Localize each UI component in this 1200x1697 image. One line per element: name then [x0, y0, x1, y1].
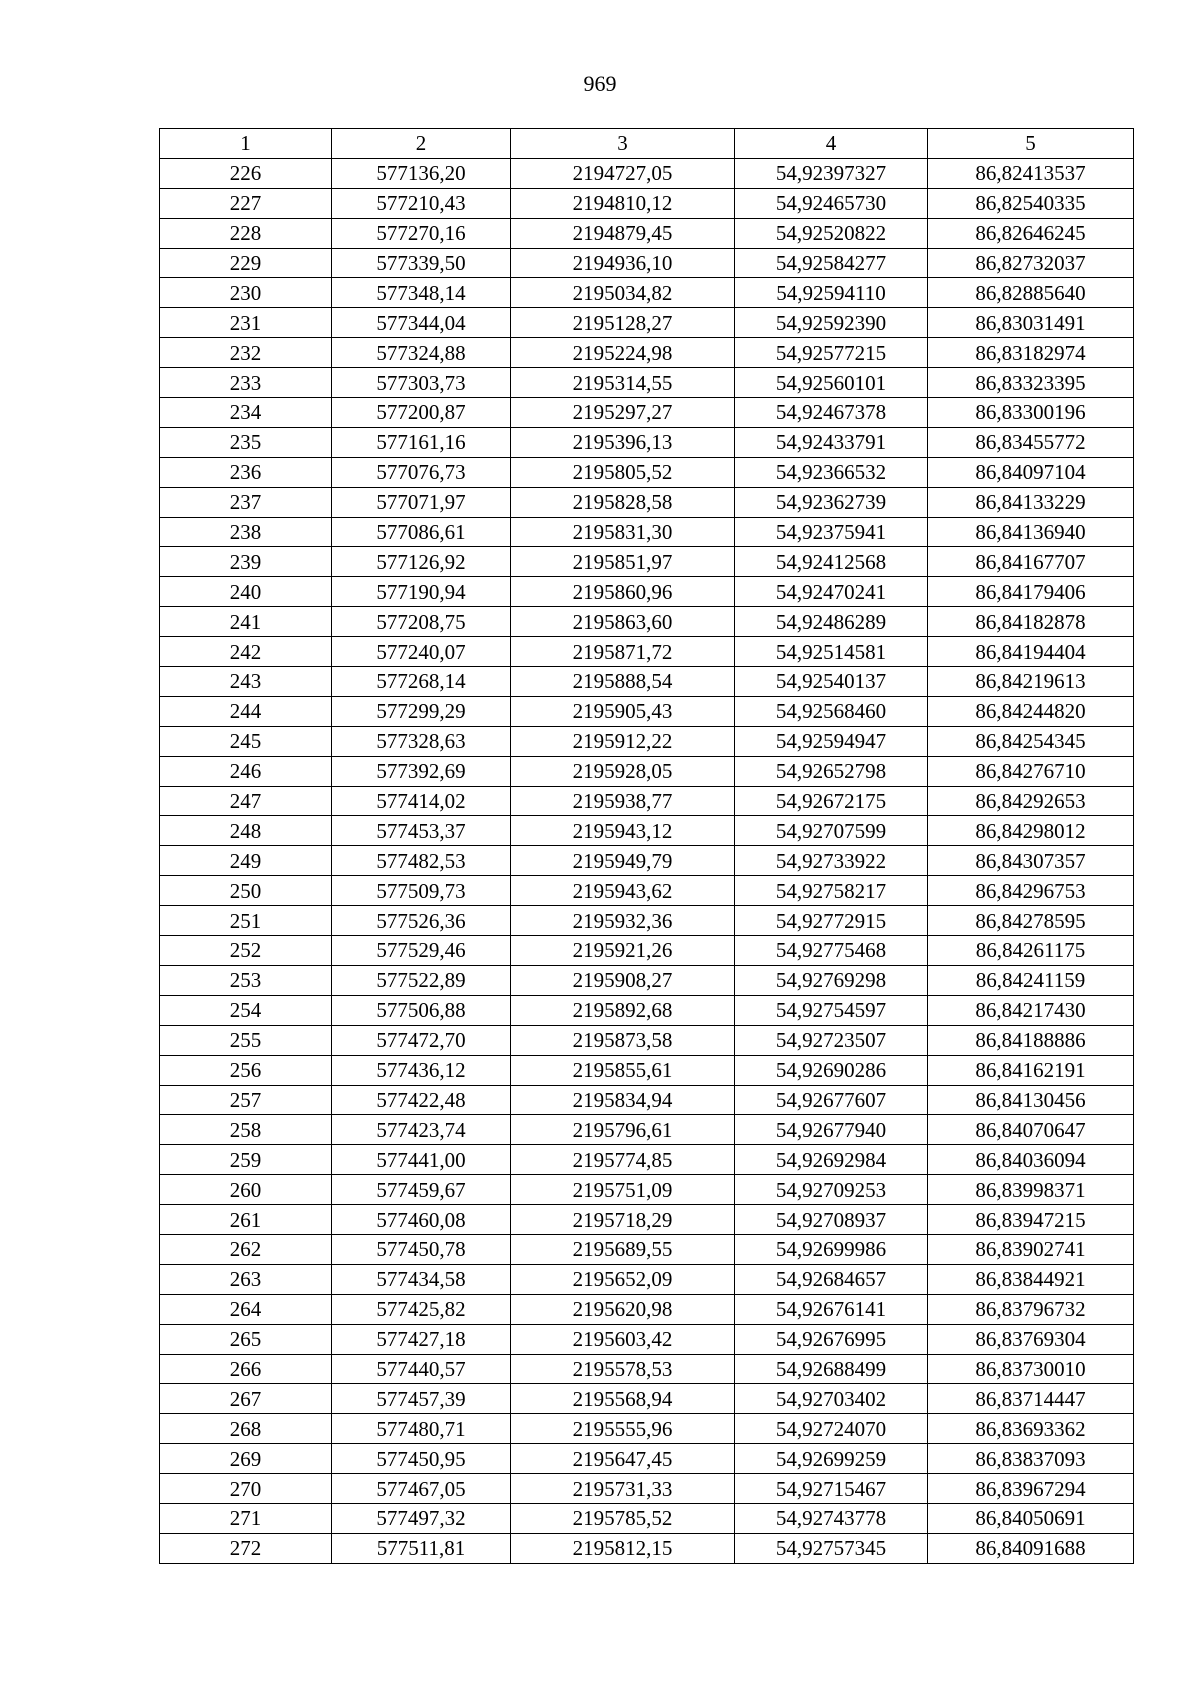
table-row: [160, 1444, 1134, 1474]
table-cell-col-1: 239: [160, 547, 332, 577]
table-row: [160, 816, 1134, 846]
table-row: [160, 965, 1134, 995]
table-cell-col-1: 247: [160, 786, 332, 816]
table-row: [160, 1115, 1134, 1145]
table-cell-col-5: 86,84241159: [928, 965, 1134, 995]
table-cell-col-5: 86,84276710: [928, 756, 1134, 786]
table-cell-col-1: 251: [160, 906, 332, 936]
table-row: [160, 756, 1134, 786]
table-cell-col-2: 577339,50: [332, 248, 511, 278]
table-row: [160, 1205, 1134, 1235]
coordinates-table: [159, 128, 1134, 1564]
table-cell-col-5: 86,84278595: [928, 906, 1134, 936]
table-cell-col-2: 577440,57: [332, 1354, 511, 1384]
table-cell-col-3: 2195689,55: [511, 1234, 735, 1264]
table-cell-col-2: 577522,89: [332, 965, 511, 995]
table-cell-col-2: 577482,53: [332, 846, 511, 876]
table-cell-col-3: 2195912,22: [511, 726, 735, 756]
table-cell-col-5: 86,84194404: [928, 637, 1134, 667]
table-cell-col-3: 2194810,12: [511, 188, 735, 218]
table-cell-col-3: 2195943,12: [511, 816, 735, 846]
table-cell-col-4: 54,92677940: [735, 1115, 928, 1145]
table-cell-col-2: 577348,14: [332, 278, 511, 308]
table-cell-col-4: 54,92652798: [735, 756, 928, 786]
table-cell-col-3: 2195873,58: [511, 1025, 735, 1055]
table-cell-col-4: 54,92560101: [735, 368, 928, 398]
table-cell-col-4: 54,92397327: [735, 158, 928, 188]
table-cell-col-5: 86,83323395: [928, 368, 1134, 398]
table-cell-col-2: 577423,74: [332, 1115, 511, 1145]
table-row: [160, 248, 1134, 278]
table-cell-col-5: 86,83455772: [928, 427, 1134, 457]
table-row: [160, 188, 1134, 218]
table-row: [160, 667, 1134, 697]
table-cell-col-1: 265: [160, 1324, 332, 1354]
table-cell-col-5: 86,84036094: [928, 1145, 1134, 1175]
table-row: [160, 1324, 1134, 1354]
table-row: [160, 1145, 1134, 1175]
table-cell-col-5: 86,83182974: [928, 338, 1134, 368]
table-cell-col-1: 266: [160, 1354, 332, 1384]
table-cell-col-2: 577480,71: [332, 1414, 511, 1444]
table-cell-col-4: 54,92584277: [735, 248, 928, 278]
table-cell-col-3: 2195555,96: [511, 1414, 735, 1444]
table-cell-col-3: 2195928,05: [511, 756, 735, 786]
table-cell-col-5: 86,82732037: [928, 248, 1134, 278]
table-cell-col-2: 577270,16: [332, 218, 511, 248]
table-cell-col-3: 2195751,09: [511, 1175, 735, 1205]
table-cell-col-5: 86,84097104: [928, 457, 1134, 487]
table-cell-col-2: 577136,20: [332, 158, 511, 188]
table-cell-col-1: 252: [160, 936, 332, 966]
table-cell-col-5: 86,84136940: [928, 517, 1134, 547]
table-cell-col-5: 86,83902741: [928, 1234, 1134, 1264]
table-cell-col-5: 86,84219613: [928, 667, 1134, 697]
table-cell-col-2: 577441,00: [332, 1145, 511, 1175]
table-cell-col-4: 54,92375941: [735, 517, 928, 547]
table-cell-col-4: 54,92688499: [735, 1354, 928, 1384]
table-cell-col-2: 577511,81: [332, 1533, 511, 1563]
table-cell-col-3: 2194936,10: [511, 248, 735, 278]
table-cell-col-3: 2195892,68: [511, 995, 735, 1025]
table-cell-col-5: 86,83714447: [928, 1384, 1134, 1414]
table-cell-col-4: 54,92676995: [735, 1324, 928, 1354]
table-row: [160, 1264, 1134, 1294]
table-cell-col-1: 261: [160, 1205, 332, 1235]
table-cell-col-4: 54,92715467: [735, 1474, 928, 1504]
table-row: [160, 457, 1134, 487]
table-cell-col-2: 577126,92: [332, 547, 511, 577]
table-cell-col-1: 230: [160, 278, 332, 308]
table-cell-col-5: 86,83796732: [928, 1294, 1134, 1324]
table-cell-col-5: 86,82413537: [928, 158, 1134, 188]
table-cell-col-1: 234: [160, 398, 332, 428]
table-cell-col-5: 86,83998371: [928, 1175, 1134, 1205]
table-cell-col-3: 2195224,98: [511, 338, 735, 368]
table-cell-col-3: 2195805,52: [511, 457, 735, 487]
table-cell-col-1: 229: [160, 248, 332, 278]
table-cell-col-2: 577509,73: [332, 876, 511, 906]
table-cell-col-1: 253: [160, 965, 332, 995]
table-cell-col-1: 248: [160, 816, 332, 846]
column-header-2: 2: [332, 129, 511, 159]
table-cell-col-4: 54,92433791: [735, 427, 928, 457]
column-header-4: 4: [735, 129, 928, 159]
table-cell-col-1: 240: [160, 577, 332, 607]
table-cell-col-1: 244: [160, 696, 332, 726]
table-cell-col-3: 2195831,30: [511, 517, 735, 547]
table-cell-col-2: 577467,05: [332, 1474, 511, 1504]
table-cell-col-5: 86,83769304: [928, 1324, 1134, 1354]
table-cell-col-3: 2195860,96: [511, 577, 735, 607]
table-cell-col-1: 243: [160, 667, 332, 697]
table-cell-col-2: 577328,63: [332, 726, 511, 756]
table-cell-col-1: 269: [160, 1444, 332, 1474]
table-cell-col-1: 249: [160, 846, 332, 876]
table-cell-col-2: 577210,43: [332, 188, 511, 218]
table-row: [160, 1055, 1134, 1085]
table-cell-col-4: 54,92470241: [735, 577, 928, 607]
table-cell-col-3: 2194727,05: [511, 158, 735, 188]
table-row: [160, 1234, 1134, 1264]
table-cell-col-1: 257: [160, 1085, 332, 1115]
table-cell-col-3: 2194879,45: [511, 218, 735, 248]
table-row: [160, 308, 1134, 338]
table-cell-col-2: 577324,88: [332, 338, 511, 368]
table-row: [160, 338, 1134, 368]
table-cell-col-2: 577303,73: [332, 368, 511, 398]
header-row: [160, 129, 1134, 159]
table-cell-col-1: 271: [160, 1503, 332, 1533]
table-cell-col-2: 577450,78: [332, 1234, 511, 1264]
table-cell-col-2: 577427,18: [332, 1324, 511, 1354]
table-cell-col-1: 267: [160, 1384, 332, 1414]
table-row: [160, 517, 1134, 547]
table-row: [160, 1503, 1134, 1533]
table-cell-col-5: 86,84188886: [928, 1025, 1134, 1055]
table-cell-col-2: 577161,16: [332, 427, 511, 457]
table-cell-col-2: 577076,73: [332, 457, 511, 487]
table-cell-col-4: 54,92684657: [735, 1264, 928, 1294]
table-row: [160, 158, 1134, 188]
table-cell-col-4: 54,92703402: [735, 1384, 928, 1414]
table-cell-col-4: 54,92514581: [735, 637, 928, 667]
table-cell-col-5: 86,84307357: [928, 846, 1134, 876]
table-cell-col-5: 86,84167707: [928, 547, 1134, 577]
table-row: [160, 936, 1134, 966]
table-cell-col-5: 86,83031491: [928, 308, 1134, 338]
table-cell-col-3: 2195851,97: [511, 547, 735, 577]
table-cell-col-4: 54,92568460: [735, 696, 928, 726]
table-cell-col-5: 86,84070647: [928, 1115, 1134, 1145]
table-cell-col-3: 2195314,55: [511, 368, 735, 398]
table-cell-col-1: 241: [160, 607, 332, 637]
table-row: [160, 696, 1134, 726]
table-cell-col-5: 86,84133229: [928, 487, 1134, 517]
table-cell-col-2: 577497,32: [332, 1503, 511, 1533]
table-row: [160, 1533, 1134, 1563]
table-cell-col-1: 262: [160, 1234, 332, 1264]
table-cell-col-5: 86,83837093: [928, 1444, 1134, 1474]
table-cell-col-5: 86,84244820: [928, 696, 1134, 726]
table-cell-col-1: 232: [160, 338, 332, 368]
table-cell-col-3: 2195905,43: [511, 696, 735, 726]
table-cell-col-5: 86,84261175: [928, 936, 1134, 966]
table-cell-col-4: 54,92677607: [735, 1085, 928, 1115]
table-cell-col-4: 54,92723507: [735, 1025, 928, 1055]
table-cell-col-2: 577460,08: [332, 1205, 511, 1235]
table-cell-col-2: 577436,12: [332, 1055, 511, 1085]
table-cell-col-4: 54,92540137: [735, 667, 928, 697]
table-row: [160, 368, 1134, 398]
table-cell-col-4: 54,92699986: [735, 1234, 928, 1264]
table-cell-col-2: 577392,69: [332, 756, 511, 786]
table-row: [160, 1474, 1134, 1504]
table-cell-col-3: 2195603,42: [511, 1324, 735, 1354]
table-cell-col-4: 54,92594110: [735, 278, 928, 308]
table-cell-col-3: 2195297,27: [511, 398, 735, 428]
table-cell-col-3: 2195718,29: [511, 1205, 735, 1235]
table-row: [160, 1085, 1134, 1115]
table-cell-col-4: 54,92758217: [735, 876, 928, 906]
table-cell-col-1: 227: [160, 188, 332, 218]
table-cell-col-5: 86,84091688: [928, 1533, 1134, 1563]
table-body: [160, 158, 1134, 1563]
column-header-1: 1: [160, 129, 332, 159]
table-row: [160, 846, 1134, 876]
table-cell-col-4: 54,92775468: [735, 936, 928, 966]
table-cell-col-3: 2195932,36: [511, 906, 735, 936]
table-cell-col-3: 2195034,82: [511, 278, 735, 308]
table-cell-col-1: 245: [160, 726, 332, 756]
table-cell-col-4: 54,92676141: [735, 1294, 928, 1324]
table-row: [160, 1175, 1134, 1205]
table-row: [160, 995, 1134, 1025]
table-cell-col-5: 86,82540335: [928, 188, 1134, 218]
table-row: [160, 726, 1134, 756]
table-cell-col-5: 86,83693362: [928, 1414, 1134, 1444]
table-row: [160, 876, 1134, 906]
table-cell-col-5: 86,82885640: [928, 278, 1134, 308]
table-cell-col-3: 2195620,98: [511, 1294, 735, 1324]
table-cell-col-3: 2195888,54: [511, 667, 735, 697]
table-cell-col-1: 250: [160, 876, 332, 906]
table-cell-col-4: 54,92465730: [735, 188, 928, 218]
table-cell-col-1: 237: [160, 487, 332, 517]
table-cell-col-2: 577529,46: [332, 936, 511, 966]
table-cell-col-2: 577240,07: [332, 637, 511, 667]
table-cell-col-1: 255: [160, 1025, 332, 1055]
table-cell-col-1: 242: [160, 637, 332, 667]
table-cell-col-4: 54,92769298: [735, 965, 928, 995]
table-cell-col-3: 2195938,77: [511, 786, 735, 816]
table-cell-col-4: 54,92772915: [735, 906, 928, 936]
table-cell-col-5: 86,84292653: [928, 786, 1134, 816]
table-cell-col-2: 577422,48: [332, 1085, 511, 1115]
table-row: [160, 637, 1134, 667]
table-cell-col-2: 577268,14: [332, 667, 511, 697]
table-cell-col-4: 54,92412568: [735, 547, 928, 577]
table-cell-col-5: 86,84130456: [928, 1085, 1134, 1115]
table-cell-col-5: 86,84298012: [928, 816, 1134, 846]
table-row: [160, 547, 1134, 577]
table-cell-col-2: 577457,39: [332, 1384, 511, 1414]
table-cell-col-2: 577299,29: [332, 696, 511, 726]
table-cell-col-3: 2195863,60: [511, 607, 735, 637]
table-cell-col-1: 236: [160, 457, 332, 487]
table-cell-col-3: 2195774,85: [511, 1145, 735, 1175]
table-cell-col-2: 577453,37: [332, 816, 511, 846]
table-cell-col-2: 577450,95: [332, 1444, 511, 1474]
table-cell-col-4: 54,92754597: [735, 995, 928, 1025]
table-cell-col-1: 231: [160, 308, 332, 338]
table-cell-col-3: 2195921,26: [511, 936, 735, 966]
table-cell-col-4: 54,92520822: [735, 218, 928, 248]
table-row: [160, 487, 1134, 517]
table-cell-col-2: 577208,75: [332, 607, 511, 637]
table-cell-col-3: 2195652,09: [511, 1264, 735, 1294]
table-cell-col-2: 577526,36: [332, 906, 511, 936]
table-cell-col-3: 2195578,53: [511, 1354, 735, 1384]
table-row: [160, 577, 1134, 607]
table-cell-col-5: 86,83967294: [928, 1474, 1134, 1504]
table-cell-col-3: 2195812,15: [511, 1533, 735, 1563]
table-cell-col-4: 54,92724070: [735, 1414, 928, 1444]
table-cell-col-4: 54,92672175: [735, 786, 928, 816]
table-cell-col-4: 54,92366532: [735, 457, 928, 487]
table-cell-col-4: 54,92733922: [735, 846, 928, 876]
table-cell-col-3: 2195834,94: [511, 1085, 735, 1115]
table-cell-col-4: 54,92707599: [735, 816, 928, 846]
table-cell-col-2: 577425,82: [332, 1294, 511, 1324]
table-cell-col-1: 246: [160, 756, 332, 786]
table-cell-col-1: 238: [160, 517, 332, 547]
table-cell-col-3: 2195568,94: [511, 1384, 735, 1414]
column-header-3: 3: [511, 129, 735, 159]
table-cell-col-4: 54,92467378: [735, 398, 928, 428]
table-cell-col-4: 54,92594947: [735, 726, 928, 756]
table-cell-col-5: 86,82646245: [928, 218, 1134, 248]
table-cell-col-3: 2195396,13: [511, 427, 735, 457]
table-cell-col-2: 577472,70: [332, 1025, 511, 1055]
table-cell-col-4: 54,92486289: [735, 607, 928, 637]
table-cell-col-3: 2195855,61: [511, 1055, 735, 1085]
table-row: [160, 786, 1134, 816]
table-cell-col-3: 2195908,27: [511, 965, 735, 995]
table-cell-col-3: 2195647,45: [511, 1444, 735, 1474]
table-cell-col-3: 2195796,61: [511, 1115, 735, 1145]
table-cell-col-5: 86,83730010: [928, 1354, 1134, 1384]
column-header-5: 5: [928, 129, 1134, 159]
table-cell-col-1: 226: [160, 158, 332, 188]
table-cell-col-1: 260: [160, 1175, 332, 1205]
table-cell-col-1: 228: [160, 218, 332, 248]
table-row: [160, 1384, 1134, 1414]
table-row: [160, 607, 1134, 637]
table-row: [160, 1354, 1134, 1384]
table-row: [160, 906, 1134, 936]
table-cell-col-5: 86,84296753: [928, 876, 1134, 906]
table-cell-col-3: 2195943,62: [511, 876, 735, 906]
table-cell-col-4: 54,92692984: [735, 1145, 928, 1175]
table-cell-col-2: 577190,94: [332, 577, 511, 607]
table-row: [160, 278, 1134, 308]
table-row: [160, 1025, 1134, 1055]
table-cell-col-5: 86,84182878: [928, 607, 1134, 637]
table-cell-col-2: 577344,04: [332, 308, 511, 338]
table-cell-col-4: 54,92690286: [735, 1055, 928, 1085]
table-cell-col-1: 235: [160, 427, 332, 457]
table-cell-col-1: 259: [160, 1145, 332, 1175]
page-number: 969: [583, 71, 617, 96]
table-cell-col-2: 577414,02: [332, 786, 511, 816]
table-cell-col-2: 577459,67: [332, 1175, 511, 1205]
table-cell-col-5: 86,84254345: [928, 726, 1134, 756]
table-cell-col-4: 54,92709253: [735, 1175, 928, 1205]
table-cell-col-1: 233: [160, 368, 332, 398]
table-cell-col-5: 86,84162191: [928, 1055, 1134, 1085]
table-cell-col-1: 263: [160, 1264, 332, 1294]
table-cell-col-4: 54,92708937: [735, 1205, 928, 1235]
table-cell-col-5: 86,84050691: [928, 1503, 1134, 1533]
table-row: [160, 1294, 1134, 1324]
table-cell-col-1: 256: [160, 1055, 332, 1085]
table-cell-col-4: 54,92577215: [735, 338, 928, 368]
table-cell-col-2: 577434,58: [332, 1264, 511, 1294]
table-cell-col-3: 2195871,72: [511, 637, 735, 667]
table-cell-col-1: 254: [160, 995, 332, 1025]
table-cell-col-1: 272: [160, 1533, 332, 1563]
table-cell-col-4: 54,92592390: [735, 308, 928, 338]
table-row: [160, 398, 1134, 428]
table-header: [160, 129, 1134, 159]
table-cell-col-5: 86,83947215: [928, 1205, 1134, 1235]
table-cell-col-3: 2195785,52: [511, 1503, 735, 1533]
table-cell-col-4: 54,92699259: [735, 1444, 928, 1474]
table-cell-col-1: 270: [160, 1474, 332, 1504]
table-cell-col-5: 86,83300196: [928, 398, 1134, 428]
table-cell-col-4: 54,92757345: [735, 1533, 928, 1563]
table-cell-col-1: 264: [160, 1294, 332, 1324]
table-cell-col-2: 577086,61: [332, 517, 511, 547]
table-cell-col-3: 2195128,27: [511, 308, 735, 338]
table-cell-col-5: 86,83844921: [928, 1264, 1134, 1294]
table-cell-col-2: 577200,87: [332, 398, 511, 428]
table-cell-col-5: 86,84217430: [928, 995, 1134, 1025]
table-cell-col-5: 86,84179406: [928, 577, 1134, 607]
table-row: [160, 218, 1134, 248]
table-cell-col-4: 54,92743778: [735, 1503, 928, 1533]
table-cell-col-2: 577071,97: [332, 487, 511, 517]
table-cell-col-4: 54,92362739: [735, 487, 928, 517]
table-cell-col-3: 2195828,58: [511, 487, 735, 517]
table-cell-col-1: 268: [160, 1414, 332, 1444]
table-cell-col-2: 577506,88: [332, 995, 511, 1025]
table-row: [160, 427, 1134, 457]
table-cell-col-3: 2195731,33: [511, 1474, 735, 1504]
table-cell-col-3: 2195949,79: [511, 846, 735, 876]
table-cell-col-1: 258: [160, 1115, 332, 1145]
table-row: [160, 1414, 1134, 1444]
